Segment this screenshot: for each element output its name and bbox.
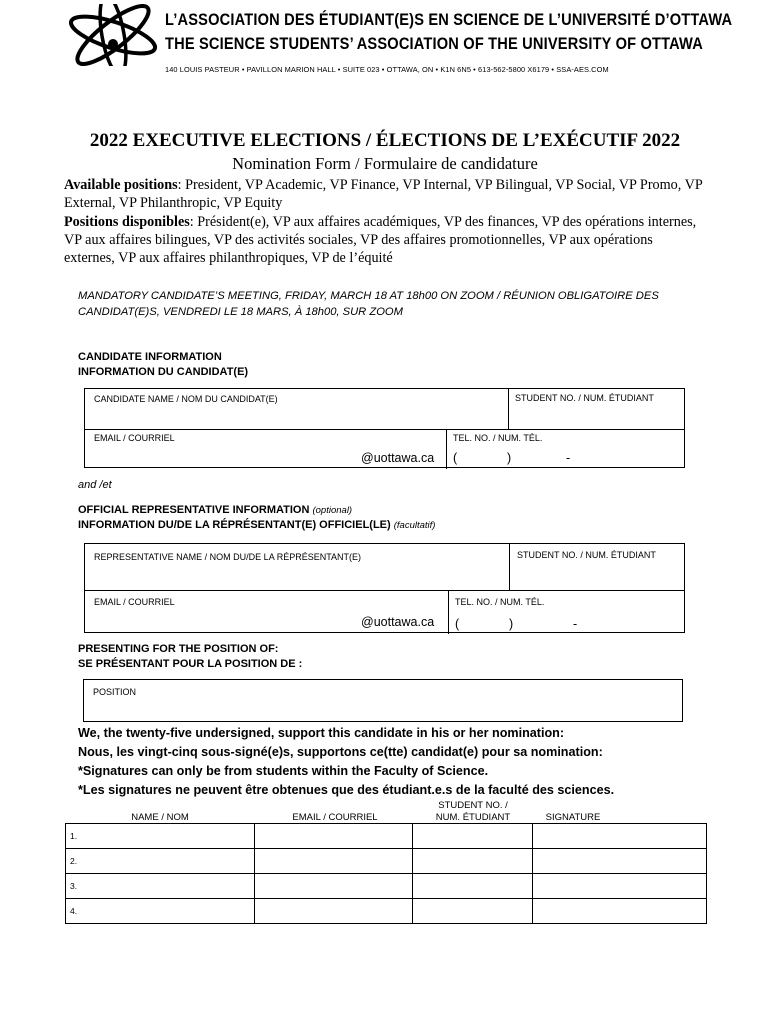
signature-cell[interactable] [533,874,707,899]
positions-en-label: Available positions [64,177,178,193]
candidate-email-label: EMAIL / COURRIEL [94,433,175,443]
email-cell[interactable] [254,874,413,899]
representative-heading-en-note: (optional) [312,505,353,516]
candidate-heading-en: CANDIDATE INFORMATION [78,351,222,363]
representative-heading-fr: INFORMATION DU/DE LA RÉPRÉSENTANT(E) OFFICIEL(LE) [78,519,391,531]
col-student-header-line1: STUDENT NO. / [438,800,508,811]
representative-tel-open: ( [455,617,460,631]
email-cell[interactable] [254,849,413,874]
candidate-name-label: CANDIDATE NAME / NOM DU CANDIDAT(E) [94,394,278,404]
row-number: 2. [66,849,255,874]
representative-heading-fr-note: (facultatif) [393,520,436,531]
signature-cell[interactable] [533,849,707,874]
representative-tel-label: TEL. NO. / NUM. TÉL. [455,597,545,607]
table-row [66,849,707,874]
signature-cell[interactable] [533,824,707,849]
table-row [66,824,707,849]
col-student-header [413,800,533,824]
position-heading-en: PRESENTING FOR THE POSITION OF: [78,643,279,655]
pledge-line-4: *Les signatures ne peuvent être obtenues que des étudiant.e.s de la faculté des sciences. [78,783,615,797]
representative-name-label: REPRESENTATIVE NAME / NOM DU/DE LA RÉPRÉSENTANT(E) [94,552,362,562]
positions-fr-text: : Président(e), VP aux affaires académiques, VP des finances, VP des opérations internes, VP aux affaires bilingues, VP des activités sociales, VP des affaires promotionnelles, VP aux opérations externes, VP aux affaires philanthropiques, VP de l’équité [64,214,697,266]
signature-table [65,823,707,924]
and-et: and /et [78,479,112,491]
student-no-cell[interactable] [413,849,533,874]
representative-email-label: EMAIL / COURRIEL [94,597,175,607]
mandatory-notice: MANDATORY CANDIDATE’S MEETING, FRIDAY, MARCH 18 AT 18h00 ON ZOOM / RÉUNION OBLIGATOIRE DES CANDIDAT(E)S, VENDREDI LE 18 MARS, À 18h00, SUR ZOOM [78,290,659,318]
student-no-cell[interactable] [413,899,533,924]
position-heading-fr: SE PRÉSENTANT POUR LA POSITION DE : [78,658,303,670]
representative-tel-close: ) [509,617,514,631]
representative-heading [78,503,435,533]
org-name-fr: L’ASSOCIATION DES ÉTUDIANT(E)S EN SCIENCE DE L’UNIVERSITÉ D’OTTAWA [165,10,733,29]
form-title: 2022 EXECUTIVE ELECTIONS / ÉLECTIONS DE L’EXÉCUTIF 2022 [89,130,681,151]
pledge-line-2: Nous, les vingt-cinq sous-signé(e)s, supportons ce(tte) candidat(e) pour sa nomination: [78,745,603,759]
table-row [66,874,707,899]
student-no-cell[interactable] [413,824,533,849]
pledge-line-1: We, the twenty-five undersigned, support this candidate in his or her nomination: [78,726,565,740]
org-name-en: THE SCIENCE STUDENTS’ ASSOCIATION OF THE UNIVERSITY OF OTTAWA [165,34,703,53]
position-heading [78,642,302,672]
col-student-header-line2: NUM. ÉTUDIANT [435,812,511,823]
candidate-student-no-label: STUDENT NO. / NUM. ÉTUDIANT [515,393,654,403]
table-row [66,899,707,924]
student-no-cell[interactable] [413,874,533,899]
signature-cell[interactable] [533,899,707,924]
row-number: 4. [66,899,255,924]
row-number: 3. [66,874,255,899]
col-signature-header: SIGNATURE [545,812,601,823]
atom-icon [66,4,160,66]
positions-en [64,176,704,212]
email-cell[interactable] [254,824,413,849]
candidate-info-box [84,388,685,468]
candidate-tel-label: TEL. NO. / NUM. TÉL. [453,433,543,443]
candidate-tel-open: ( [453,451,458,465]
representative-student-no-label: STUDENT NO. / NUM. ÉTUDIANT [517,550,656,560]
candidate-tel-dash: - [566,451,571,465]
candidate-heading-fr: INFORMATION DU CANDIDAT(E) [78,366,249,378]
representative-tel-dash: - [573,617,578,631]
col-email-header: EMAIL / COURRIEL [292,812,378,823]
representative-heading-en: OFFICIAL REPRESENTATIVE INFORMATION [78,504,310,516]
pledge-text [78,724,614,800]
candidate-tel-close: ) [507,451,512,465]
position-field[interactable] [83,679,683,722]
positions-en-text: : President, VP Academic, VP Finance, VP Internal, VP Bilingual, VP Social, VP Promo, VP External, VP Philanthropic, VP Equity [64,177,703,211]
candidate-email-domain: @uottawa.ca [361,451,435,465]
form-subtitle: Nomination Form / Formulaire de candidature [232,154,538,173]
representative-info-box [84,543,685,633]
positions-fr [64,213,704,267]
candidate-heading [78,350,248,380]
col-name-header: NAME / NOM [131,812,189,823]
positions-fr-label: Positions disponibles [64,214,190,230]
position-label: POSITION [93,687,137,697]
pledge-line-3: *Signatures can only be from students within the Faculty of Science. [78,764,489,778]
email-cell[interactable] [254,899,413,924]
representative-email-domain: @uottawa.ca [361,615,435,629]
org-address: 140 LOUIS PASTEUR • PAVILLON MARION HALL • SUITE 023 • OTTAWA, ON • K1N 6N5 • 613-562-5800 X6179 • SSA-AES.COM [165,65,609,74]
row-number: 1. [66,824,255,849]
